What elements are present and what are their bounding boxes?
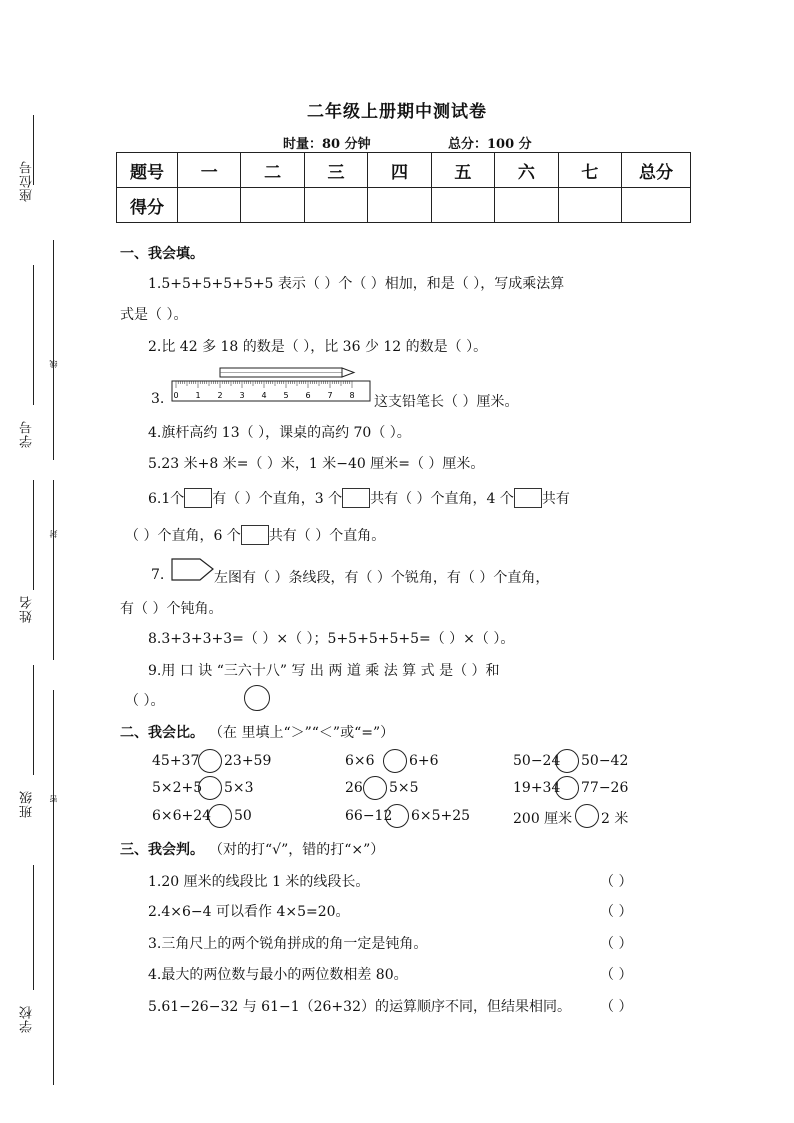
judge-item: 3.三角尺上的两个锐角拼成的角一定是钝角。 — [148, 936, 428, 952]
compare-answer-circle[interactable] — [555, 749, 579, 773]
question-6-part-f: 共有（ ）个直角。 — [268, 528, 386, 544]
ruler-tick-label: 2 — [217, 391, 223, 400]
question-2: 2.比 42 多 18 的数是（ ），比 36 少 12 的数是（ ）。 — [148, 339, 488, 355]
binding-line-2 — [53, 480, 54, 660]
compare-right-expr: 6×5+25 — [411, 808, 471, 824]
judge-answer-paren[interactable]: （ ） — [600, 967, 633, 983]
score-header-cell: 四 — [368, 153, 431, 188]
question-4: 4.旗杆高约 13（ ），课桌的高约 70（ ）。 — [148, 425, 411, 441]
question-7-line-2: 有（ ）个钝角。 — [120, 601, 223, 617]
compare-left-expr: 45+37 — [152, 753, 200, 769]
compare-left-expr: 66−12 — [345, 808, 393, 824]
name-line — [33, 480, 34, 590]
score-cell[interactable] — [558, 188, 621, 223]
score-header-cell: 总分 — [622, 153, 691, 188]
compare-right-expr: 50−42 — [581, 753, 629, 769]
ruler-tick-label: 0 — [173, 391, 179, 400]
question-6-part-c: 共有（ ）个直角，4 个 — [370, 491, 514, 507]
judge-answer-paren[interactable]: （ ） — [600, 904, 633, 920]
ruler-icon — [172, 381, 370, 401]
square-shape-icon — [342, 488, 370, 508]
score-cell[interactable] — [622, 188, 691, 223]
score-cell[interactable] — [241, 188, 304, 223]
score-table — [116, 152, 691, 223]
compare-right-expr: 23+59 — [224, 753, 272, 769]
ruler-tick-label: 6 — [305, 391, 311, 400]
class-label: 班级 — [20, 790, 35, 818]
compare-right-expr: 50 — [234, 808, 252, 824]
square-shape-icon — [241, 525, 269, 545]
ruler-tick-label: 7 — [327, 391, 333, 400]
square-shape-icon — [514, 488, 542, 508]
score-header-cell: 六 — [495, 153, 558, 188]
ruler-tick-label: 3 — [239, 391, 245, 400]
score-table-score-row — [117, 188, 691, 223]
judge-item: 5.61−26−32 与 61−1（26+32）的运算顺序不同，但结果相同。 — [148, 999, 571, 1015]
judge-answer-paren[interactable]: （ ） — [600, 999, 633, 1015]
judge-item: 2.4×6−4 可以看作 4×5=20。 — [148, 904, 350, 920]
section-1-heading: 一、我会填。 — [120, 246, 204, 262]
ruler-tick-label: 5 — [283, 391, 289, 400]
compare-left-expr: 6×6 — [345, 753, 375, 769]
question-6-part-d: 共有 — [541, 491, 570, 507]
question-3-number: 3. — [151, 391, 165, 407]
section-2-heading: 二、我会比。 — [120, 725, 204, 741]
page-title: 二年级上册期中测试卷 — [307, 102, 487, 122]
section-2-instruction: （在 里填上“＞”“＜”或“=”） — [209, 725, 395, 741]
stray-circle-shape — [244, 685, 270, 711]
id-label: 学号 — [20, 420, 35, 448]
binding-line-3 — [53, 690, 54, 1085]
score-header-cell: 三 — [304, 153, 367, 188]
score-row-label: 得分 — [117, 188, 178, 223]
class-line — [33, 665, 34, 775]
question-6-line-2 — [125, 525, 385, 545]
question-5: 5.23 米+8 米=（ ）米，1 米−40 厘米=（ ）厘米。 — [148, 456, 485, 472]
question-6-part-a: 6.1个 — [148, 491, 185, 507]
score-header-cell: 题号 — [117, 153, 178, 188]
pencil-ruler-figure — [168, 365, 376, 405]
name-label: 姓名 — [20, 595, 35, 623]
ruler-tick-label: 8 — [349, 391, 355, 400]
score-cell[interactable] — [304, 188, 367, 223]
judge-item: 1.20 厘米的线段比 1 米的线段长。 — [148, 874, 370, 890]
compare-left-expr: 26 — [345, 780, 363, 796]
question-9-line-1: 9.用 口 诀 “三六十八” 写 出 两 道 乘 法 算 式 是（ ）和 — [148, 663, 500, 679]
score-header-cell: 二 — [241, 153, 304, 188]
mark-seal: 封 — [49, 530, 58, 538]
exam-total: 总分：100 分 — [448, 137, 532, 152]
score-header-cell: 五 — [431, 153, 494, 188]
pentagon-shape-icon — [170, 557, 216, 583]
compare-right-expr: 2 米 — [601, 811, 629, 827]
judge-item: 4.最大的两位数与最小的两位数相差 80。 — [148, 967, 408, 983]
compare-right-expr: 5×5 — [389, 780, 419, 796]
id-line — [33, 265, 34, 405]
section-3-instruction: （对的打“√”，错的打“×”） — [209, 842, 385, 858]
compare-left-expr: 50−24 — [513, 753, 561, 769]
score-header-cell: 七 — [558, 153, 621, 188]
score-cell[interactable] — [495, 188, 558, 223]
square-shape-icon — [184, 488, 212, 508]
compare-answer-circle[interactable] — [198, 776, 222, 800]
question-9-line-2: （ ）。 — [125, 693, 165, 709]
score-table-header-row — [117, 153, 691, 188]
question-3-text: 这支铅笔长（ ）厘米。 — [374, 394, 519, 410]
question-6-part-b: 有（ ）个直角，3 个 — [212, 491, 343, 507]
compare-answer-circle[interactable] — [385, 804, 409, 828]
score-cell[interactable] — [368, 188, 431, 223]
compare-right-expr: 6+6 — [409, 753, 439, 769]
compare-answer-circle[interactable] — [555, 776, 579, 800]
compare-answer-circle[interactable] — [575, 804, 599, 828]
compare-right-expr: 5×3 — [224, 780, 254, 796]
mark-close: 密 — [49, 795, 58, 803]
question-8: 8.3+3+3+3=（ ）×（ ）；5+5+5+5+5=（ ）×（ ）。 — [148, 631, 515, 647]
score-cell[interactable] — [178, 188, 241, 223]
question-7-number: 7. — [151, 567, 165, 583]
question-6-part-e: （ ）个直角，6 个 — [125, 528, 241, 544]
judge-answer-paren[interactable]: （ ） — [600, 874, 633, 890]
compare-answer-circle[interactable] — [208, 804, 232, 828]
compare-answer-circle[interactable] — [383, 749, 407, 773]
compare-right-expr: 77−26 — [581, 780, 629, 796]
compare-left-expr: 5×2+5 — [152, 780, 203, 796]
seat-label: 座位号 — [20, 160, 35, 202]
compare-left-expr: 6×6+24 — [152, 808, 212, 824]
mark-line: 线 — [49, 360, 58, 368]
score-cell[interactable] — [431, 188, 494, 223]
binding-line-1 — [53, 240, 54, 460]
compare-left-expr: 200 厘米 — [513, 811, 573, 827]
pencil-icon — [220, 368, 354, 377]
school-label: 学校 — [20, 1005, 35, 1033]
question-6-line-1 — [148, 488, 570, 508]
compare-answer-circle[interactable] — [198, 749, 222, 773]
compare-left-expr: 19+34 — [513, 780, 561, 796]
school-line — [33, 865, 34, 990]
score-header-cell: 一 — [178, 153, 241, 188]
section-3-heading: 三、我会判。 — [120, 842, 204, 858]
ruler-tick-label: 1 — [195, 391, 201, 400]
question-1-line-2: 式是（ ）。 — [120, 307, 188, 323]
judge-answer-paren[interactable]: （ ） — [600, 936, 633, 952]
compare-answer-circle[interactable] — [363, 776, 387, 800]
ruler-tick-label: 4 — [261, 391, 267, 400]
question-1-line-1: 1.5+5+5+5+5+5 表示（ ）个（ ）相加，和是（ ），写成乘法算 — [148, 276, 565, 292]
exam-time: 时量：80 分钟 — [283, 137, 371, 152]
question-7-text: 左图有（ ）条线段，有（ ）个锐角，有（ ）个直角， — [214, 570, 550, 586]
